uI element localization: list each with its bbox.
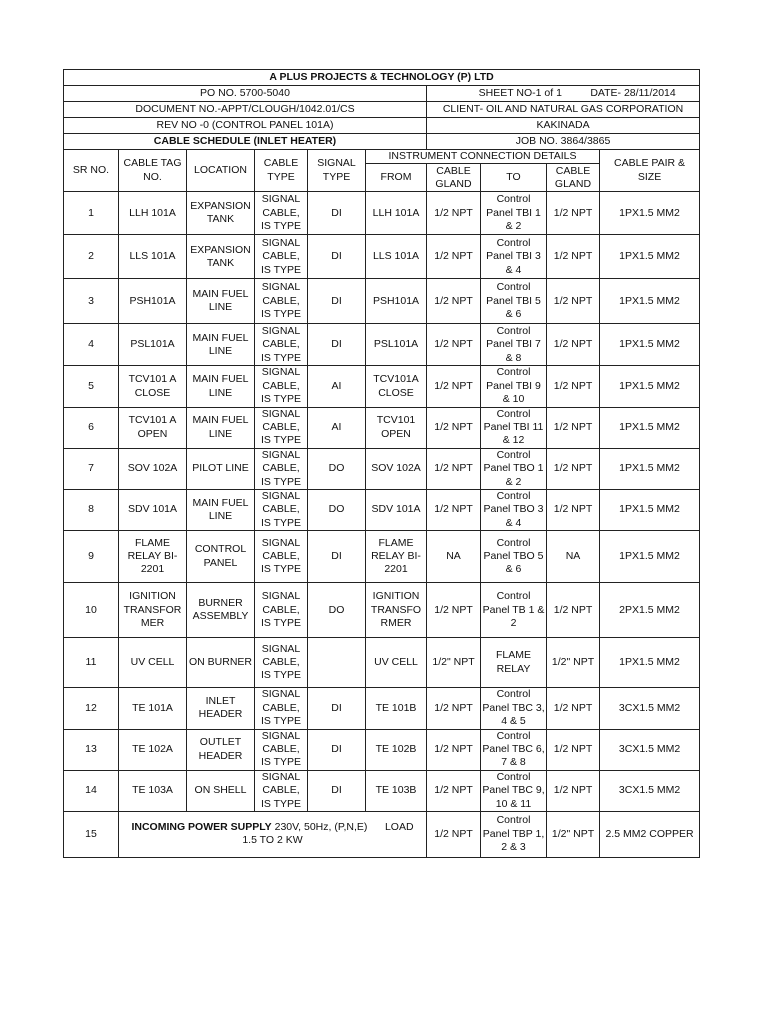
power-supply-row [64, 811, 700, 857]
table-row [64, 688, 700, 729]
table-row [64, 448, 700, 489]
col-header-pair-size: CABLE PAIR & SIZE [600, 150, 700, 192]
row-cable-gland-from: 1/2 NPT [427, 279, 481, 324]
row-pair-size: 2.5 MM2 COPPER [600, 811, 700, 857]
sheet-number: SHEET NO-1 of 1 [478, 86, 562, 99]
row-to: Control Panel TB 1 & 2 [481, 583, 547, 638]
row-cable-type: SIGNAL CABLE, IS TYPE [255, 583, 308, 638]
sheet-date-cell [427, 86, 700, 102]
row-pair-size: 1PX1.5 MM2 [600, 235, 700, 279]
col-header-cable-type: CABLE TYPE [255, 150, 308, 192]
row-cable-tag: FLAME RELAY BI-2201 [119, 531, 187, 583]
col-header-location: LOCATION [187, 150, 255, 192]
row-from: TCV101A CLOSE [366, 366, 427, 407]
col-header-instrument-details: INSTRUMENT CONNECTION DETAILS [366, 150, 600, 164]
row-to: FLAME RELAY [481, 638, 547, 688]
row-pair-size: 3CX1.5 MM2 [600, 770, 700, 811]
row-cable-type: SIGNAL CABLE, IS TYPE [255, 235, 308, 279]
row-sr-no: 5 [64, 366, 119, 407]
row-from: TCV101 OPEN [366, 407, 427, 448]
row-cable-gland-to: 1/2 NPT [547, 448, 600, 489]
company-title: A PLUS PROJECTS & TECHNOLOGY (P) LTD [64, 70, 700, 86]
row-signal-type: DI [308, 324, 366, 366]
row-cable-gland-to: 1/2 NPT [547, 729, 600, 770]
table-row [64, 279, 700, 324]
row-to: Control Panel TBI 5 & 6 [481, 279, 547, 324]
row-location: MAIN FUEL LINE [187, 324, 255, 366]
row-pair-size: 3CX1.5 MM2 [600, 688, 700, 729]
row-location: MAIN FUEL LINE [187, 279, 255, 324]
row-sr-no: 1 [64, 192, 119, 235]
row-from: SDV 101A [366, 490, 427, 531]
col-header-cable-tag: CABLE TAG NO. [119, 150, 187, 192]
row-cable-type: SIGNAL CABLE, IS TYPE [255, 531, 308, 583]
row-cable-gland-from: NA [427, 531, 481, 583]
site-location: KAKINADA [427, 118, 700, 134]
row-cable-gland-from: 1/2 NPT [427, 583, 481, 638]
table-row [64, 407, 700, 448]
row-cable-gland-from: 1/2 NPT [427, 811, 481, 857]
row-location: OUTLET HEADER [187, 729, 255, 770]
table-row [64, 324, 700, 366]
row-to: Control Panel TBC 9, 10 & 11 [482, 770, 545, 810]
row-cable-gland-to: 1/2" NPT [547, 811, 600, 857]
row-sr-no: 11 [64, 638, 119, 688]
row-pair-size: 1PX1.5 MM2 [600, 638, 700, 688]
row-cable-gland-from: 1/2 NPT [427, 770, 481, 811]
row-location: MAIN FUEL LINE [187, 490, 255, 531]
col-header-sr-no: SR NO. [64, 150, 119, 192]
row-to: Control Panel TBI 11 & 12 [481, 407, 547, 448]
po-number: PO NO. 5700-5040 [64, 86, 427, 102]
table-row [64, 366, 700, 407]
row-cable-tag: TE 103A [119, 770, 187, 811]
table-row [64, 583, 700, 638]
row-cable-tag: PSH101A [119, 279, 187, 324]
row-sr-no: 10 [64, 583, 119, 638]
row-to: Control Panel TBP 1, 2 & 3 [481, 811, 547, 857]
table-row [64, 770, 700, 811]
row-to: Control Panel TBI 9 & 10 [481, 366, 547, 407]
col-header-cable-gland-to: CABLE GLAND [547, 164, 600, 192]
document-number: DOCUMENT NO.-APPT/CLOUGH/1042.01/CS [64, 102, 427, 118]
row-from: FLAME RELAY BI-2201 [366, 531, 427, 583]
row-cable-gland-to: 1/2 NPT [547, 688, 600, 729]
row-from: TE 101B [366, 688, 427, 729]
row-sr-no: 6 [64, 407, 119, 448]
row-cable-gland-from: 1/2 NPT [427, 729, 481, 770]
row-location: ON SHELL [187, 770, 255, 811]
row-pair-size: 1PX1.5 MM2 [600, 448, 700, 489]
power-supply-spec: 230V, 50Hz, (P,N,E) [274, 821, 368, 834]
row-cable-type: SIGNAL CABLE, IS TYPE [255, 366, 308, 407]
row-location: PILOT LINE [187, 448, 255, 489]
row-to: Control Panel TBI 3 & 4 [481, 235, 547, 279]
row-pair-size: 1PX1.5 MM2 [600, 324, 700, 366]
row-sr-no: 13 [64, 729, 119, 770]
col-header-from: FROM [366, 164, 427, 192]
row-to: Control Panel TBC 3, 4 & 5 [482, 688, 545, 728]
row-pair-size: 1PX1.5 MM2 [600, 531, 700, 583]
row-to: Control Panel TBO 1 & 2 [481, 448, 547, 489]
table-row [64, 638, 700, 688]
row-sr-no: 9 [64, 531, 119, 583]
row-pair-size: 1PX1.5 MM2 [600, 407, 700, 448]
job-number: JOB NO. 3864/3865 [427, 134, 700, 150]
row-to: Control Panel TBI 1 & 2 [481, 192, 547, 235]
row-cable-gland-from: 1/2 NPT [427, 324, 481, 366]
row-from: UV CELL [366, 638, 427, 688]
row-cable-type: SIGNAL CABLE, IS TYPE [255, 770, 308, 811]
row-cable-tag: SDV 101A [119, 490, 187, 531]
row-from: LLH 101A [366, 192, 427, 235]
row-signal-type: DI [308, 531, 366, 583]
col-header-to: TO [481, 164, 547, 192]
row-to: Control Panel TBC 6, 7 & 8 [482, 729, 545, 769]
row-signal-type: DI [308, 770, 366, 811]
row-cable-gland-to: 1/2 NPT [547, 407, 600, 448]
table-row [64, 531, 700, 583]
row-sr-no: 12 [64, 688, 119, 729]
row-cable-type: SIGNAL CABLE, IS TYPE [255, 638, 308, 688]
row-pair-size: 3CX1.5 MM2 [600, 729, 700, 770]
client-name: CLIENT- OIL AND NATURAL GAS CORPORATION [427, 102, 700, 118]
row-cable-gland-from: 1/2 NPT [427, 448, 481, 489]
row-from: PSH101A [366, 279, 427, 324]
row-cable-tag: PSL101A [119, 324, 187, 366]
row-cable-gland-from: 1/2 NPT [427, 366, 481, 407]
table-row [64, 192, 700, 235]
row-cable-type: SIGNAL CABLE, IS TYPE [255, 688, 308, 729]
row-signal-type: DI [308, 729, 366, 770]
row-location: EXPANSION TANK [187, 235, 255, 279]
row-sr-no: 8 [64, 490, 119, 531]
row-signal-type: DO [308, 490, 366, 531]
row-cable-tag: LLS 101A [119, 235, 187, 279]
row-pair-size: 1PX1.5 MM2 [600, 279, 700, 324]
row-cable-gland-from: 1/2 NPT [427, 192, 481, 235]
row-cable-gland-to: 1/2 NPT [547, 324, 600, 366]
row-from: SOV 102A [366, 448, 427, 489]
row-from: LLS 101A [366, 235, 427, 279]
document-date: DATE- 28/11/2014 [590, 86, 676, 99]
row-cable-type: SIGNAL CABLE, IS TYPE [255, 279, 308, 324]
row-sr-no: 14 [64, 770, 119, 811]
row-location: MAIN FUEL LINE [187, 366, 255, 407]
row-cable-gland-to: 1/2 NPT [547, 490, 600, 531]
row-to: Control Panel TBO 5 & 6 [481, 531, 547, 583]
row-cable-type: SIGNAL CABLE, IS TYPE [255, 324, 308, 366]
row-cable-tag: TE 102A [119, 729, 187, 770]
row-location: CONTROL PANEL [187, 531, 255, 583]
row-signal-type: DO [308, 448, 366, 489]
row-from: TE 103B [366, 770, 427, 811]
row-cable-gland-to: 1/2 NPT [547, 770, 600, 811]
row-cable-gland-from: 1/2 NPT [427, 688, 481, 729]
row-cable-tag: TCV101 A CLOSE [119, 366, 187, 407]
row-pair-size: 1PX1.5 MM2 [600, 490, 700, 531]
row-cable-gland-from: 1/2 NPT [427, 235, 481, 279]
row-from: PSL101A [366, 324, 427, 366]
row-cable-tag: LLH 101A [119, 192, 187, 235]
row-cable-type: SIGNAL CABLE, IS TYPE [255, 448, 308, 489]
row-cable-tag: IGNITION TRANSFOR MER [119, 583, 187, 638]
row-cable-gland-to: 1/2 NPT [547, 583, 600, 638]
row-sr-no: 3 [64, 279, 119, 324]
row-from: TE 102B [366, 729, 427, 770]
table-row [64, 235, 700, 279]
row-pair-size: 1PX1.5 MM2 [600, 192, 700, 235]
row-signal-type: DI [308, 235, 366, 279]
row-pair-size: 2PX1.5 MM2 [600, 583, 700, 638]
row-signal-type: AI [308, 407, 366, 448]
col-header-cable-gland-from: CABLE GLAND [427, 164, 481, 192]
row-cable-tag: TE 101A [119, 688, 187, 729]
row-cable-gland-from: 1/2 NPT [427, 490, 481, 531]
row-signal-type [308, 638, 366, 688]
row-location: INLET HEADER [187, 688, 255, 729]
row-signal-type: DI [308, 279, 366, 324]
row-location: ON BURNER [187, 638, 255, 688]
row-signal-type: DI [308, 688, 366, 729]
power-supply-label: INCOMING POWER SUPPLY [131, 821, 272, 834]
power-supply-description [119, 811, 427, 857]
row-cable-tag: UV CELL [119, 638, 187, 688]
row-cable-gland-from: 1/2" NPT [427, 638, 481, 688]
row-location: BURNER ASSEMBLY [187, 583, 255, 638]
row-from: IGNITION TRANSFO RMER [366, 583, 427, 638]
row-location: EXPANSION TANK [187, 192, 255, 235]
row-cable-gland-to: 1/2 NPT [547, 366, 600, 407]
row-pair-size: 1PX1.5 MM2 [600, 366, 700, 407]
table-row [64, 490, 700, 531]
row-cable-gland-from: 1/2 NPT [427, 407, 481, 448]
row-cable-type: SIGNAL CABLE, IS TYPE [255, 729, 308, 770]
row-cable-gland-to: 1/2 NPT [547, 235, 600, 279]
row-cable-tag: TCV101 A OPEN [119, 407, 187, 448]
schedule-title: CABLE SCHEDULE (INLET HEATER) [64, 134, 427, 150]
row-sr-no: 2 [64, 235, 119, 279]
power-load-label: LOAD [384, 821, 414, 834]
row-signal-type: DO [308, 583, 366, 638]
row-cable-tag: SOV 102A [119, 448, 187, 489]
row-cable-gland-to: NA [547, 531, 600, 583]
row-sr-no: 4 [64, 324, 119, 366]
power-load-value: 1.5 TO 2 KW [242, 834, 303, 847]
table-row [64, 729, 700, 770]
row-cable-gland-to: 1/2 NPT [547, 279, 600, 324]
col-header-signal-type: SIGNAL TYPE [308, 150, 366, 192]
row-to: Control Panel TBI 7 & 8 [481, 324, 547, 366]
revision-number: REV NO -0 (CONTROL PANEL 101A) [64, 118, 427, 134]
row-sr-no: 15 [64, 811, 119, 857]
row-cable-gland-to: 1/2" NPT [547, 638, 600, 688]
row-cable-type: SIGNAL CABLE, IS TYPE [255, 192, 308, 235]
row-location: MAIN FUEL LINE [187, 407, 255, 448]
row-cable-type: SIGNAL CABLE, IS TYPE [255, 407, 308, 448]
row-cable-gland-to: 1/2 NPT [547, 192, 600, 235]
row-cable-type: SIGNAL CABLE, IS TYPE [255, 490, 308, 531]
cable-schedule-table [63, 69, 700, 858]
row-signal-type: DI [308, 192, 366, 235]
row-signal-type: AI [308, 366, 366, 407]
row-sr-no: 7 [64, 448, 119, 489]
row-to: Control Panel TBO 3 & 4 [481, 490, 547, 531]
